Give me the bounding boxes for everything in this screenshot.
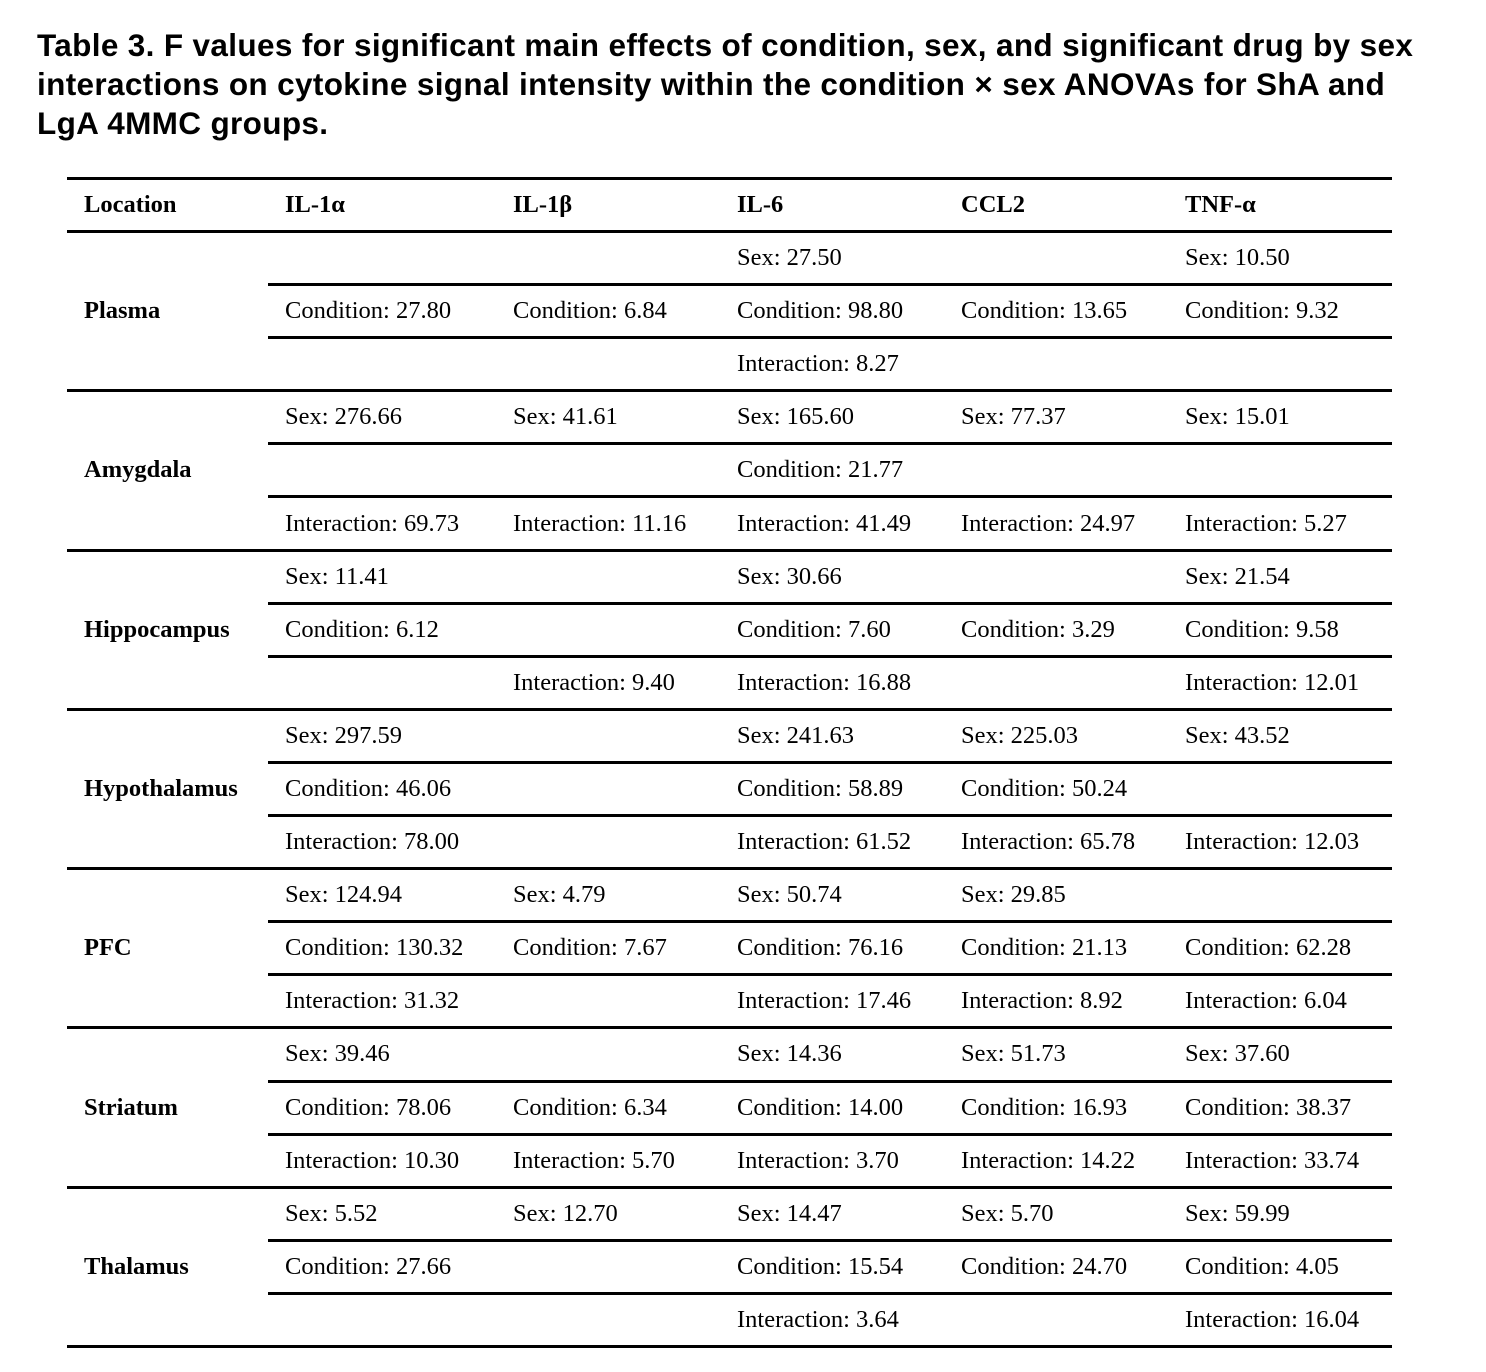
value-cell — [268, 232, 496, 285]
value-cell: Condition: 3.29 — [944, 603, 1168, 656]
value-cell: Sex: 12.70 — [496, 1187, 720, 1240]
value-cell: Sex: 4.79 — [496, 869, 720, 922]
value-cell — [944, 1293, 1168, 1346]
value-cell: Sex: 30.66 — [720, 550, 944, 603]
value-cell: Condition: 38.37 — [1168, 1081, 1392, 1134]
value-cell: Interaction: 10.30 — [268, 1134, 496, 1187]
value-cell — [496, 762, 720, 815]
location-cell: Amygdala — [67, 391, 268, 550]
value-cell: Sex: 51.73 — [944, 1028, 1168, 1081]
value-cell: Condition: 27.80 — [268, 285, 496, 338]
table-header-row — [67, 179, 1392, 232]
value-cell — [496, 1240, 720, 1293]
value-cell — [496, 338, 720, 391]
value-cell: Sex: 50.74 — [720, 869, 944, 922]
value-cell: Interaction: 6.04 — [1168, 975, 1392, 1028]
value-cell: Interaction: 11.16 — [496, 497, 720, 550]
value-cell: Sex: 39.46 — [268, 1028, 496, 1081]
value-cell: Condition: 62.28 — [1168, 922, 1392, 975]
value-cell: Condition: 7.67 — [496, 922, 720, 975]
value-cell: Sex: 5.52 — [268, 1187, 496, 1240]
value-cell: Sex: 21.54 — [1168, 550, 1392, 603]
value-cell — [268, 656, 496, 709]
value-cell — [496, 975, 720, 1028]
value-cell — [944, 338, 1168, 391]
value-cell: Interaction: 3.64 — [720, 1293, 944, 1346]
value-cell: Interaction: 12.01 — [1168, 656, 1392, 709]
value-cell: Condition: 76.16 — [720, 922, 944, 975]
value-cell: Sex: 241.63 — [720, 709, 944, 762]
value-cell: Interaction: 5.27 — [1168, 497, 1392, 550]
value-cell: Sex: 77.37 — [944, 391, 1168, 444]
value-cell — [944, 550, 1168, 603]
value-cell: Condition: 4.05 — [1168, 1240, 1392, 1293]
value-cell: Sex: 15.01 — [1168, 391, 1392, 444]
value-cell: Interaction: 5.70 — [496, 1134, 720, 1187]
location-cell: Plasma — [84, 297, 161, 325]
value-cell — [496, 1028, 720, 1081]
value-cell: Condition: 24.70 — [944, 1240, 1168, 1293]
value-cell — [1168, 338, 1392, 391]
value-cell: Interaction: 33.74 — [1168, 1134, 1392, 1187]
value-cell — [496, 709, 720, 762]
value-cell: Sex: 297.59 — [268, 709, 496, 762]
value-cell: Sex: 43.52 — [1168, 709, 1392, 762]
value-cell: Interaction: 12.03 — [1168, 816, 1392, 869]
table-row — [67, 391, 1392, 444]
value-cell — [1168, 762, 1392, 815]
table-body — [67, 232, 1392, 1347]
value-cell: Condition: 16.93 — [944, 1081, 1168, 1134]
header-ccl2: CCL2 — [944, 179, 1168, 232]
location-cell: PFC — [67, 869, 268, 1028]
header-location: Location — [67, 179, 268, 232]
value-cell: Sex: 5.70 — [944, 1187, 1168, 1240]
value-cell: Sex: 27.50 — [737, 244, 842, 272]
table-row — [67, 869, 1392, 922]
value-cell: Condition: 9.58 — [1168, 603, 1392, 656]
value-cell — [496, 816, 720, 869]
value-cell — [496, 232, 720, 285]
value-cell: Condition: 6.84 — [496, 285, 720, 338]
value-cell: Sex: 276.66 — [268, 391, 496, 444]
value-cell: Condition: 21.77 — [720, 444, 944, 497]
value-cell: Condition: 13.65 — [944, 285, 1168, 338]
value-cell: Condition: 9.32 — [1168, 285, 1392, 338]
location-cell: Thalamus — [67, 1187, 268, 1346]
value-cell: Interaction: 78.00 — [268, 816, 496, 869]
results-table-container — [67, 177, 1392, 1348]
table-caption: Table 3. F values for significant main effects of condition, sex, and significant drug by sex interactions on cytokine signal intensity within the condition × sex ANOVAs for ShA and LgA 4MMC groups. — [37, 27, 1414, 141]
value-cell — [944, 232, 1168, 285]
value-cell: Condition: 21.13 — [944, 922, 1168, 975]
results-table — [67, 177, 1392, 1348]
value-cell: Condition: 15.54 — [720, 1240, 944, 1293]
value-cell: Interaction: 14.22 — [944, 1134, 1168, 1187]
value-cell: Condition: 6.34 — [496, 1081, 720, 1134]
value-cell: Interaction: 9.40 — [496, 656, 720, 709]
table-row — [67, 550, 1392, 603]
value-cell: Condition: 98.80 — [720, 285, 944, 338]
value-cell: Sex: 41.61 — [496, 391, 720, 444]
value-cell: Condition: 27.66 — [268, 1240, 496, 1293]
value-cell: Sex: 11.41 — [268, 550, 496, 603]
value-cell: Condition: 58.89 — [720, 762, 944, 815]
table-row — [67, 1187, 1392, 1240]
value-cell: Interaction: 24.97 — [944, 497, 1168, 550]
value-cell: Sex: 14.36 — [720, 1028, 944, 1081]
value-cell: Condition: 50.24 — [944, 762, 1168, 815]
value-cell — [496, 444, 720, 497]
value-cell: Interaction: 31.32 — [268, 975, 496, 1028]
value-cell: Condition: 78.06 — [268, 1081, 496, 1134]
value-cell: Interaction: 3.70 — [720, 1134, 944, 1187]
value-cell: Sex: 225.03 — [944, 709, 1168, 762]
location-cell: Hippocampus — [67, 550, 268, 709]
value-cell: Condition: 6.12 — [268, 603, 496, 656]
value-cell: Sex: 37.60 — [1168, 1028, 1392, 1081]
value-cell — [496, 1293, 720, 1346]
table-row — [67, 232, 1392, 285]
value-cell — [268, 1293, 496, 1346]
value-cell: Interaction: 69.73 — [268, 497, 496, 550]
value-cell: Interaction: 17.46 — [720, 975, 944, 1028]
value-cell: Condition: 130.32 — [268, 922, 496, 975]
header-il-1a: IL-1α — [268, 179, 496, 232]
header-tnf-a: TNF-α — [1168, 179, 1392, 232]
value-cell — [496, 603, 720, 656]
table-row — [67, 1028, 1392, 1081]
value-cell — [1168, 869, 1392, 922]
value-cell: Interaction: 8.27 — [720, 338, 944, 391]
value-cell — [268, 338, 496, 391]
value-cell — [1168, 444, 1392, 497]
value-cell: Condition: 7.60 — [720, 603, 944, 656]
value-cell: Interaction: 41.49 — [720, 497, 944, 550]
value-cell: Sex: 165.60 — [720, 391, 944, 444]
value-cell: Sex: 14.47 — [720, 1187, 944, 1240]
value-cell — [268, 444, 496, 497]
value-cell: Condition: 14.00 — [720, 1081, 944, 1134]
value-cell: Sex: 10.50 — [1185, 244, 1290, 272]
table-row — [67, 709, 1392, 762]
value-cell — [944, 444, 1168, 497]
value-cell: Sex: 124.94 — [268, 869, 496, 922]
value-cell: Interaction: 16.88 — [720, 656, 944, 709]
value-cell: Interaction: 61.52 — [720, 816, 944, 869]
value-cell: Interaction: 16.04 — [1168, 1293, 1392, 1346]
header-il-6: IL-6 — [720, 179, 944, 232]
value-cell: Condition: 46.06 — [268, 762, 496, 815]
value-cell: Sex: 59.99 — [1168, 1187, 1392, 1240]
value-cell: Sex: 29.85 — [944, 869, 1168, 922]
header-il-1b: IL-1β — [496, 179, 720, 232]
location-cell: Striatum — [67, 1028, 268, 1187]
location-cell: Hypothalamus — [67, 709, 268, 868]
value-cell — [496, 550, 720, 603]
value-cell: Interaction: 8.92 — [944, 975, 1168, 1028]
value-cell — [944, 656, 1168, 709]
value-cell: Interaction: 65.78 — [944, 816, 1168, 869]
